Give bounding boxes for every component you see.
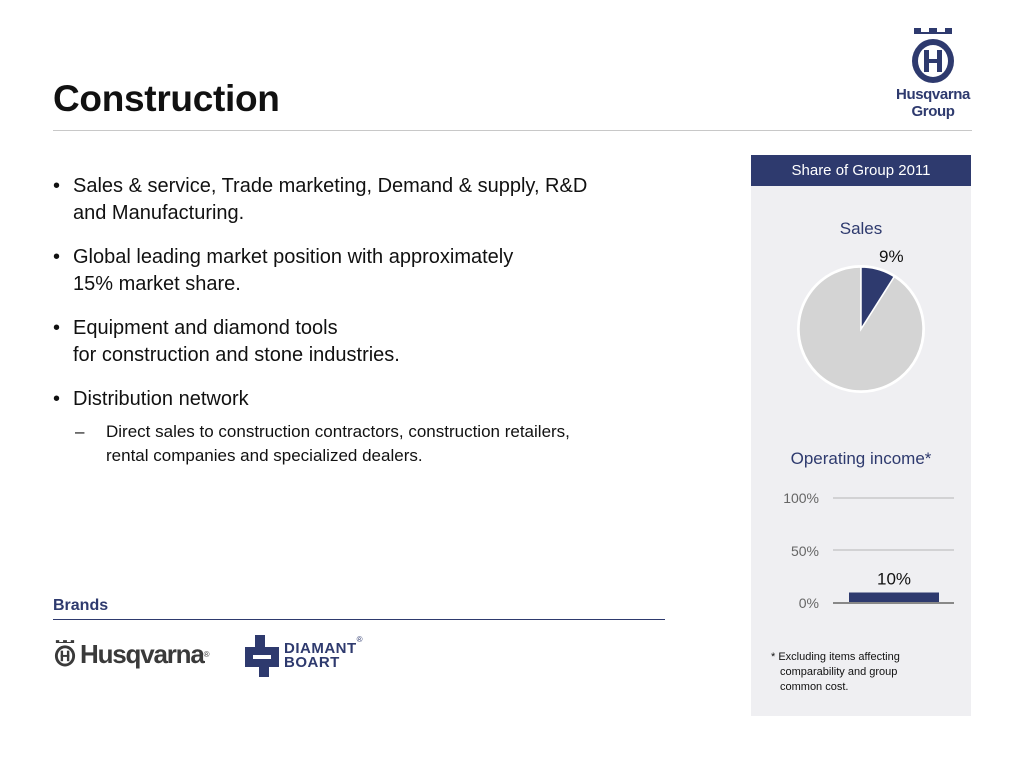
bullet-dot: • (53, 317, 61, 339)
sales-pie-chart (797, 265, 927, 400)
bullet-item (53, 244, 693, 298)
diamant-boart-mark-icon (245, 635, 279, 677)
sub-bullet-dash: – (75, 422, 85, 441)
bullet-text: Sales & service, Trade marketing, Demand & supply, R&D (73, 175, 588, 197)
husqvarna-brand-logo (53, 637, 210, 671)
title-divider (53, 130, 972, 131)
operating-income-svg (751, 477, 971, 617)
bullet-dot: • (53, 246, 61, 268)
sales-pie-svg (797, 265, 927, 395)
bullet-text: Distribution network (73, 388, 249, 410)
bullet-text: Global leading market position with approximately (73, 246, 514, 268)
bullet-item (53, 173, 693, 227)
page-title: Construction (53, 78, 280, 119)
husqvarna-brand-text: Husqvarna (80, 638, 204, 669)
boart-text: BOART (284, 654, 340, 671)
sales-chart-title: Sales (839, 219, 883, 238)
sub-bullet-text: rental companies and specialized dealers. (106, 446, 423, 465)
y-tick-label-50: 50% (790, 543, 819, 559)
sub-bullet-text: Direct sales to construction contractors, construction retailers, (106, 422, 570, 441)
bullet-item (53, 386, 693, 413)
bar-construction (849, 593, 939, 604)
footnote-line: common cost. (780, 681, 849, 693)
husqvarna-crown-icon (53, 639, 77, 669)
husqvarna-crown-icon (908, 28, 958, 86)
bullet-item (53, 315, 693, 369)
bullet-dot: • (53, 388, 61, 410)
footnote-line: comparability and group (780, 666, 898, 678)
footnote (771, 650, 900, 695)
registered-mark: ® (203, 649, 210, 659)
brands-divider (53, 619, 665, 620)
pie-data-label: 9% (879, 247, 904, 266)
brands-label: Brands (53, 597, 109, 614)
logo-text-line2: Group (911, 103, 955, 120)
bar-data-label: 10% (876, 569, 912, 589)
y-tick-label-0: 0% (798, 595, 819, 611)
operating-income-chart-title: Operating income* (790, 449, 932, 468)
share-of-group-panel (751, 155, 971, 716)
husqvarna-group-logo (890, 28, 976, 120)
y-tick-label-100: 100% (783, 490, 819, 506)
bullet-text: and Manufacturing. (73, 202, 245, 224)
bullet-text: for construction and stone industries. (73, 344, 400, 366)
logo-text-line1: Husqvarna (896, 86, 970, 103)
footnote-line: * Excluding items affecting (771, 651, 900, 663)
panel-header: Share of Group 2011 (751, 155, 971, 186)
bullet-text: 15% market share. (73, 273, 241, 295)
bullet-dot: • (53, 175, 61, 197)
bullet-text: Equipment and diamond tools (73, 317, 338, 339)
registered-mark: ® (356, 635, 363, 644)
diamant-boart-text (284, 642, 357, 670)
diamant-text: DIAMANT (284, 640, 357, 657)
bullet-list (53, 173, 693, 468)
diamant-boart-brand-logo (245, 635, 363, 677)
operating-income-bar-chart (751, 477, 971, 622)
sub-bullet-item (53, 420, 693, 468)
